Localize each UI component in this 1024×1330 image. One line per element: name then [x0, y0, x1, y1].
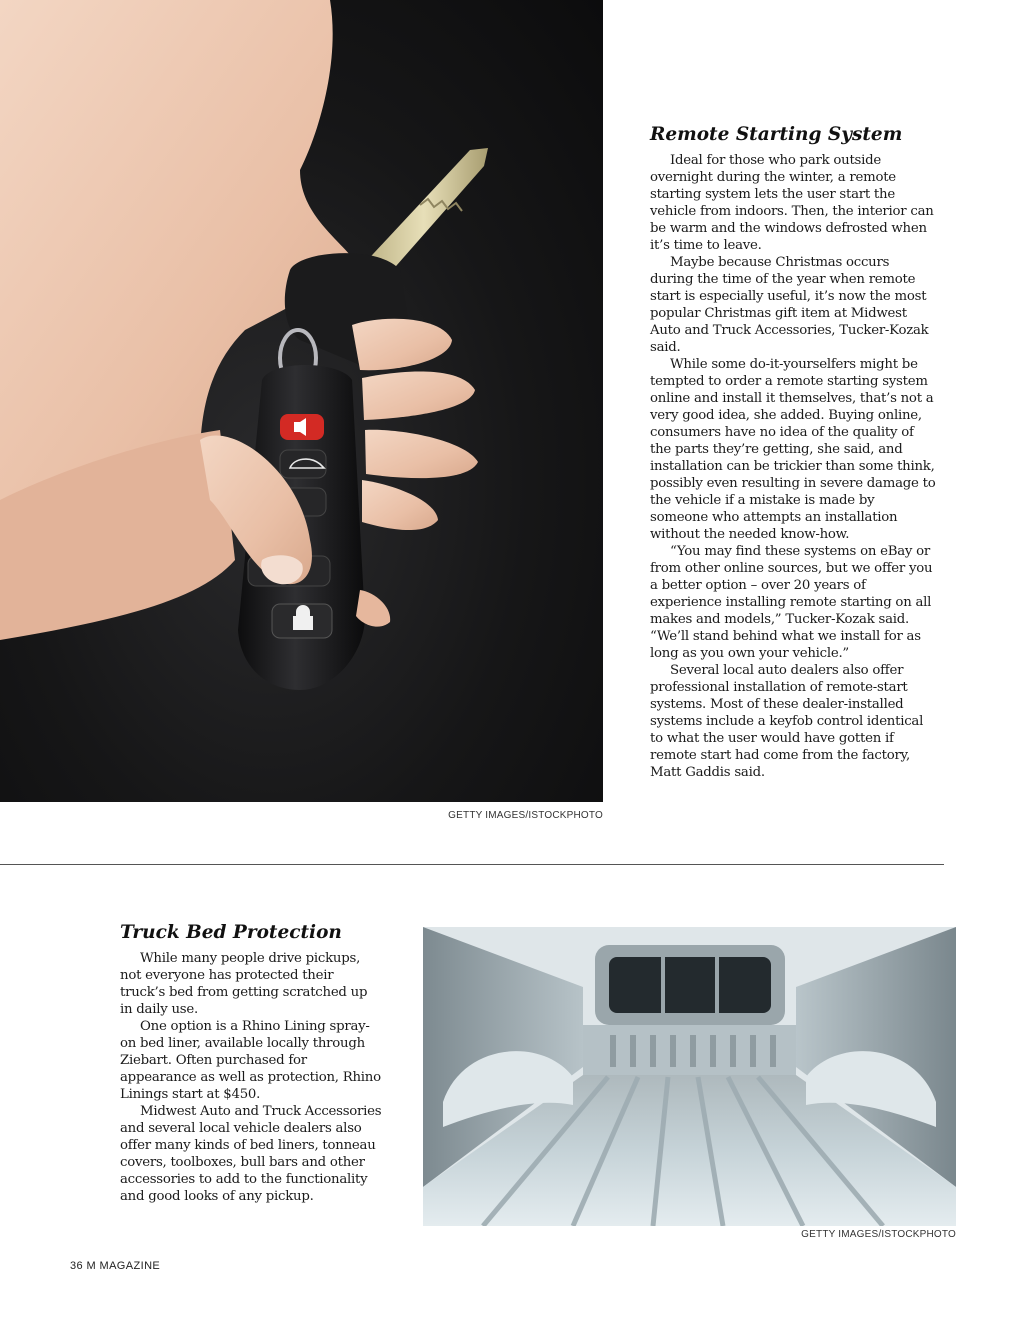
- remote-paragraph-1: Ideal for those who park outside overnight during the winter, a remote starting system lets the user start the vehicle from indoors. Then, the interior can be warm and the windows defrosted when it’s time to leave.: [650, 153, 934, 253]
- remote-paragraph-5: Several local auto dealers also offer professional installation of remote-start systems. Most of these dealer-installed systems include a keyfob control identical to what the user would have gotten if remote start had come from the factory, Matt Gaddis said.: [650, 663, 924, 780]
- section-divider: [0, 864, 944, 865]
- remote-paragraph-4: “You may find these systems on eBay or from other online sources, but we offer you a better option – over 20 years of experience installing remote starting on all makes and models,” Tucker-Kozak said. “We’ll stand behind what we install for as long as you own your vehicle.”: [650, 544, 933, 661]
- key-fob-illustration: [0, 0, 603, 802]
- truck-paragraph-1: While many people drive pickups, not everyone has protected their truck’s bed from getting scratched up in daily use.: [120, 951, 368, 1017]
- rear-window: [609, 957, 771, 1013]
- truck-bed-photo: [423, 927, 956, 1226]
- remote-start-body: [650, 152, 936, 781]
- photo-credit-bottom: GETTY IMAGES/ISTOCKPHOTO: [801, 1229, 956, 1240]
- remote-start-article: [650, 124, 936, 781]
- truck-bed-heading: Truck Bed Protection: [120, 922, 342, 943]
- truck-bed-illustration: [423, 927, 956, 1226]
- truck-paragraph-3: Midwest Auto and Truck Accessories and several local vehicle dealers also offer many kinds of bed liners, tonneau covers, toolboxes, bull bars and other accessories to add to the functionality and good looks of any pickup.: [120, 1104, 382, 1204]
- remote-start-heading: Remote Starting System: [650, 124, 903, 145]
- remote-paragraph-2: Maybe because Christmas occurs during the time of the year when remote start is especially useful, it’s now the most popular Christmas gift item at Midwest Auto and Truck Accessories, Tucker-Kozak said.: [650, 255, 929, 355]
- truck-paragraph-2: One option is a Rhino Lining spray-on bed liner, available locally through Ziebart. Often purchased for appearance as well as protection, Rhino Linings start at $450.: [120, 1019, 381, 1102]
- key-fob-photo: [0, 0, 603, 802]
- remote-paragraph-3: While some do-it-yourselfers might be tempted to order a remote starting system online and install it themselves, that’s not a very good idea, she added. Buying online, consumers have no idea of the quality of the parts they’re getting, she said, and installation can be trickier than some think, possibly even resulting in severe damage to the vehicle if a mistake is made by someone who attempts an installation without the needed know-how.: [650, 357, 936, 542]
- photo-credit-top: GETTY IMAGES/ISTOCKPHOTO: [448, 810, 603, 821]
- truck-bed-body: [120, 950, 382, 1205]
- truck-bed-article: [120, 922, 382, 1205]
- page-folio: 36 M MAGAZINE: [70, 1260, 161, 1272]
